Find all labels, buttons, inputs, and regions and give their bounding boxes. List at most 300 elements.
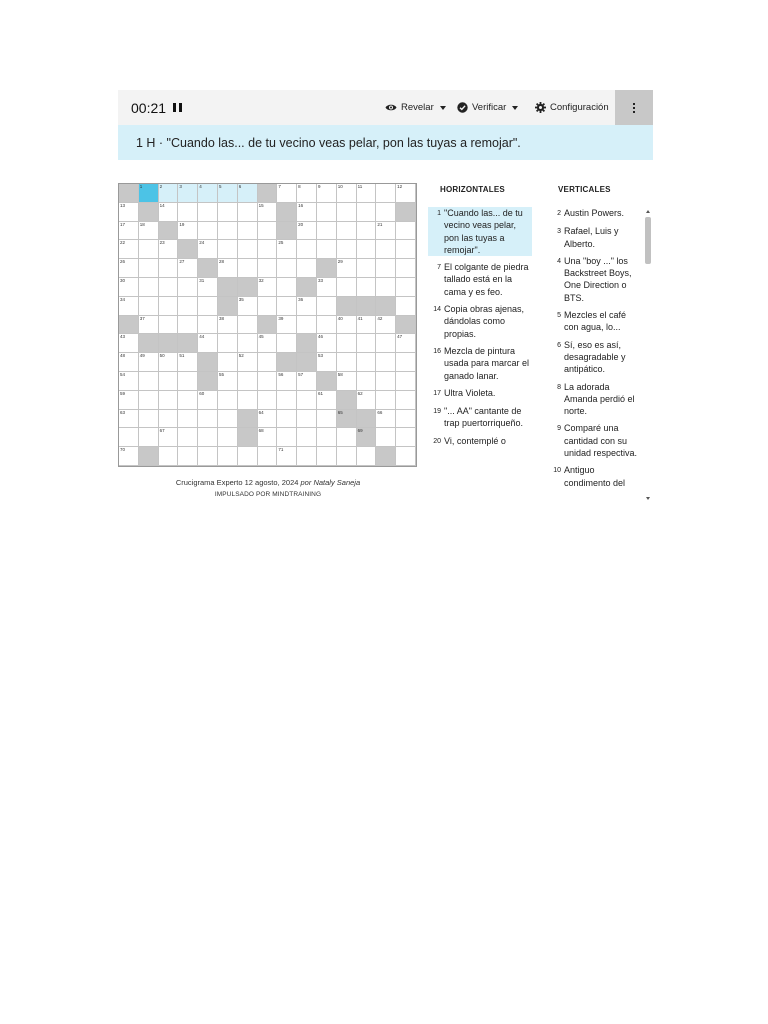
grid-cell[interactable] — [198, 334, 218, 353]
clue-text: Sí, eso es así, desagradable y antipático. — [564, 339, 626, 375]
grid-cell[interactable] — [357, 353, 377, 372]
grid-block — [139, 334, 159, 353]
grid-cell[interactable] — [119, 203, 139, 222]
grid-block — [396, 203, 416, 222]
grid-cell[interactable] — [376, 222, 396, 241]
grid-cell[interactable] — [376, 428, 396, 447]
grid-block — [159, 334, 179, 353]
across-clue-list[interactable] — [428, 207, 532, 503]
cell-number: 61 — [317, 390, 323, 396]
grid-cell[interactable] — [198, 222, 218, 241]
grid-cell[interactable] — [258, 222, 278, 241]
cell-number: 34 — [120, 296, 126, 302]
scroll-thumb[interactable] — [645, 217, 651, 264]
grid-cell[interactable] — [159, 316, 179, 335]
cell-number: 31 — [199, 277, 205, 283]
grid-cell[interactable] — [357, 240, 377, 259]
grid-cell[interactable] — [357, 259, 377, 278]
clue-number: 6 — [557, 341, 561, 349]
clue-text: El colgante de piedra tallado está en la cama y es feo. — [444, 262, 529, 297]
grid-cell[interactable] — [159, 353, 179, 372]
grid-cell[interactable] — [376, 391, 396, 410]
across-scrollbar[interactable] — [534, 207, 535, 503]
grid-cell[interactable] — [317, 203, 337, 222]
grid-cell[interactable] — [277, 372, 297, 391]
grid-cell[interactable] — [376, 203, 396, 222]
grid-cell[interactable] — [119, 353, 139, 372]
grid-cell[interactable] — [337, 353, 357, 372]
grid-cell[interactable] — [376, 372, 396, 391]
grid-cell[interactable] — [317, 447, 337, 466]
grid-cell[interactable] — [238, 353, 258, 372]
grid-cell[interactable] — [376, 278, 396, 297]
grid-cell[interactable] — [277, 297, 297, 316]
grid-cell[interactable] — [376, 184, 396, 203]
grid-block — [139, 203, 159, 222]
grid-cell[interactable] — [337, 222, 357, 241]
cell-number: 19 — [179, 221, 185, 227]
cell-number: 41 — [357, 315, 363, 321]
grid-cell[interactable] — [139, 297, 159, 316]
down-clue-item[interactable] — [548, 381, 643, 418]
clue-text: Antiguo condimento del — [564, 465, 626, 488]
down-clue-item[interactable] — [548, 464, 643, 489]
grid-cell[interactable] — [297, 410, 317, 429]
grid-cell[interactable] — [277, 316, 297, 335]
grid-cell[interactable] — [119, 259, 139, 278]
grid-cell[interactable] — [119, 240, 139, 259]
grid-cell[interactable] — [376, 353, 396, 372]
grid-cell[interactable] — [218, 184, 238, 203]
grid-block — [198, 353, 218, 372]
grid-cell[interactable] — [139, 278, 159, 297]
grid-cell[interactable] — [376, 334, 396, 353]
grid-cell[interactable] — [178, 222, 198, 241]
grid-cell[interactable] — [357, 203, 377, 222]
across-clue-item[interactable] — [428, 345, 532, 382]
grid-cell[interactable] — [357, 334, 377, 353]
across-clue-item[interactable] — [428, 387, 532, 400]
grid-cell[interactable] — [218, 316, 238, 335]
across-clue-item[interactable] — [428, 405, 532, 430]
grid-cell[interactable] — [277, 240, 297, 259]
grid-cell[interactable] — [218, 203, 238, 222]
cell-number: 43 — [120, 334, 126, 340]
grid-cell[interactable] — [119, 447, 139, 466]
grid-block — [317, 372, 337, 391]
grid-cell[interactable] — [238, 259, 258, 278]
verify-button[interactable] — [457, 90, 518, 125]
grid-cell[interactable] — [159, 184, 179, 203]
cell-number: 67 — [159, 428, 165, 434]
clue-number: 3 — [557, 228, 561, 236]
grid-cell[interactable] — [396, 428, 416, 447]
grid-cell[interactable] — [159, 240, 179, 259]
grid-cell[interactable] — [317, 222, 337, 241]
cell-number: 21 — [377, 221, 383, 227]
cell-number: 45 — [258, 334, 264, 340]
grid-cell[interactable] — [277, 278, 297, 297]
grid-cell[interactable] — [297, 372, 317, 391]
grid-cell[interactable] — [396, 184, 416, 203]
more-menu-button[interactable] — [615, 90, 653, 125]
grid-cell[interactable] — [178, 391, 198, 410]
clue-number: 14 — [433, 306, 441, 314]
grid-block — [297, 353, 317, 372]
cell-number: 68 — [258, 428, 264, 434]
grid-cell[interactable] — [139, 372, 159, 391]
grid-cell[interactable] — [159, 259, 179, 278]
grid-cell[interactable] — [218, 259, 238, 278]
grid-cell[interactable] — [357, 222, 377, 241]
grid-block — [277, 353, 297, 372]
grid-block — [357, 410, 377, 429]
grid-cell[interactable] — [337, 334, 357, 353]
grid-cell[interactable] — [297, 428, 317, 447]
cell-number: 40 — [337, 315, 343, 321]
grid-cell[interactable] — [297, 259, 317, 278]
grid-cell[interactable] — [238, 240, 258, 259]
down-clue-list[interactable] — [548, 207, 643, 503]
grid-cell[interactable] — [396, 372, 416, 391]
grid-cell[interactable] — [198, 410, 218, 429]
grid-cell[interactable] — [317, 334, 337, 353]
down-clue-item[interactable] — [548, 207, 643, 220]
across-clue-item[interactable] — [428, 435, 532, 448]
grid-cell[interactable] — [317, 410, 337, 429]
cell-number: 17 — [120, 221, 126, 227]
grid-cell[interactable] — [277, 447, 297, 466]
grid-cell[interactable] — [376, 240, 396, 259]
grid-cell[interactable] — [258, 297, 278, 316]
down-clue-item[interactable] — [548, 225, 643, 250]
grid-cell[interactable] — [277, 410, 297, 429]
grid-cell[interactable] — [297, 316, 317, 335]
clue-text: Mezcles el café con agua, lo... — [564, 310, 627, 333]
grid-cell[interactable] — [396, 297, 416, 316]
grid-cell[interactable] — [297, 297, 317, 316]
grid-cell[interactable] — [277, 391, 297, 410]
grid-cell[interactable] — [159, 428, 179, 447]
scroll-up-icon[interactable] — [646, 210, 650, 213]
grid-block — [218, 278, 238, 297]
grid-cell[interactable] — [337, 278, 357, 297]
grid-cell[interactable] — [218, 222, 238, 241]
cell-number: 7 — [278, 184, 281, 189]
grid-cell[interactable] — [218, 353, 238, 372]
cell-number: 58 — [337, 371, 343, 377]
grid-cell[interactable] — [337, 259, 357, 278]
grid-cell[interactable] — [198, 447, 218, 466]
cell-number: 70 — [120, 447, 126, 453]
cell-number: 13 — [120, 202, 126, 208]
grid-cell[interactable] — [178, 447, 198, 466]
grid-cell[interactable] — [139, 184, 159, 203]
grid-cell[interactable] — [119, 334, 139, 353]
grid-cell[interactable] — [357, 278, 377, 297]
scroll-down-icon[interactable] — [646, 497, 650, 500]
cell-number: 48 — [120, 353, 126, 359]
grid-cell[interactable] — [139, 410, 159, 429]
grid-cell[interactable] — [178, 278, 198, 297]
grid-cell[interactable] — [258, 428, 278, 447]
clue-number: 19 — [433, 408, 441, 416]
grid-cell[interactable] — [159, 391, 179, 410]
cell-number: 33 — [317, 277, 323, 283]
grid-cell[interactable] — [376, 410, 396, 429]
grid-cell[interactable] — [277, 428, 297, 447]
grid-cell[interactable] — [198, 391, 218, 410]
grid-cell[interactable] — [198, 184, 218, 203]
grid-cell[interactable] — [297, 184, 317, 203]
grid-cell[interactable] — [357, 316, 377, 335]
grid-cell[interactable] — [119, 391, 139, 410]
grid-cell[interactable] — [396, 410, 416, 429]
grid-cell[interactable] — [178, 184, 198, 203]
cell-number: 59 — [120, 390, 126, 396]
grid-cell[interactable] — [337, 184, 357, 203]
grid-cell[interactable] — [159, 372, 179, 391]
across-clue-item[interactable] — [428, 261, 532, 298]
grid-cell[interactable] — [396, 391, 416, 410]
grid-cell[interactable] — [139, 316, 159, 335]
grid-cell[interactable] — [258, 372, 278, 391]
grid-cell[interactable] — [198, 316, 218, 335]
vertical-dots-icon — [633, 102, 635, 114]
cell-number: 12 — [397, 184, 403, 189]
grid-block — [357, 297, 377, 316]
timer: 00:21 — [131, 100, 167, 116]
grid-cell[interactable] — [258, 334, 278, 353]
grid-cell[interactable] — [218, 391, 238, 410]
clue-text: La adorada Amanda perdió el norte. — [564, 381, 635, 417]
down-clue-item[interactable] — [548, 339, 643, 376]
powered-by: IMPULSADO POR MINDTRAINING — [214, 491, 322, 498]
grid-cell[interactable] — [139, 428, 159, 447]
grid-cell[interactable] — [376, 259, 396, 278]
down-title: VERTICALES — [558, 185, 611, 194]
grid-cell[interactable] — [258, 410, 278, 429]
grid-cell[interactable] — [178, 372, 198, 391]
grid-cell[interactable] — [396, 222, 416, 241]
cell-number: 1 — [139, 184, 143, 189]
grid-cell[interactable] — [218, 447, 238, 466]
grid-cell[interactable] — [396, 240, 416, 259]
cell-number: 71 — [278, 447, 284, 453]
grid-block — [337, 391, 357, 410]
grid-cell[interactable] — [238, 334, 258, 353]
cell-number: 62 — [357, 390, 363, 396]
grid-cell[interactable] — [198, 203, 218, 222]
grid-cell[interactable] — [317, 316, 337, 335]
grid-cell[interactable] — [139, 353, 159, 372]
grid-block — [277, 222, 297, 241]
down-clue-item[interactable] — [548, 422, 643, 459]
pause-icon[interactable] — [173, 103, 182, 112]
grid-cell[interactable] — [198, 240, 218, 259]
grid-cell[interactable] — [198, 428, 218, 447]
grid-cell[interactable] — [357, 447, 377, 466]
reveal-button[interactable] — [385, 90, 446, 125]
grid-cell[interactable] — [119, 297, 139, 316]
grid-cell[interactable] — [317, 353, 337, 372]
cell-number: 63 — [120, 409, 126, 415]
toolbar — [118, 90, 653, 125]
cell-number: 29 — [337, 259, 343, 265]
cell-number: 51 — [179, 353, 185, 359]
grid-cell[interactable] — [317, 240, 337, 259]
grid-cell[interactable] — [317, 278, 337, 297]
grid-block — [198, 259, 218, 278]
grid-block — [297, 334, 317, 353]
down-clue-item[interactable] — [548, 255, 643, 304]
grid-cell[interactable] — [297, 447, 317, 466]
grid-cell[interactable] — [396, 259, 416, 278]
grid-cell[interactable] — [139, 259, 159, 278]
grid-cell[interactable] — [119, 222, 139, 241]
grid-cell[interactable] — [317, 297, 337, 316]
cell-number: 66 — [377, 409, 383, 415]
grid-cell[interactable] — [357, 372, 377, 391]
grid-cell[interactable] — [159, 297, 179, 316]
grid-cell[interactable] — [258, 240, 278, 259]
grid-cell[interactable] — [297, 391, 317, 410]
grid-cell[interactable] — [258, 391, 278, 410]
grid-cell[interactable] — [178, 203, 198, 222]
cell-number: 10 — [337, 184, 343, 189]
grid-cell[interactable] — [317, 391, 337, 410]
grid-cell[interactable] — [238, 391, 258, 410]
grid-cell[interactable] — [119, 410, 139, 429]
grid-block — [337, 297, 357, 316]
clue-text: Rafael, Luis y Alberto. — [564, 226, 619, 249]
grid-cell[interactable] — [159, 203, 179, 222]
grid-block — [357, 428, 377, 447]
grid-cell[interactable] — [258, 447, 278, 466]
grid-cell[interactable] — [337, 372, 357, 391]
grid-cell[interactable] — [159, 410, 179, 429]
crossword-grid — [118, 183, 417, 467]
grid-block — [218, 297, 238, 316]
down-scrollbar[interactable] — [644, 207, 653, 503]
grid-cell[interactable] — [238, 184, 258, 203]
across-clues-panel — [428, 183, 535, 503]
grid-cell[interactable] — [357, 391, 377, 410]
gear-icon — [535, 102, 546, 113]
grid-cell[interactable] — [277, 334, 297, 353]
grid-cell[interactable] — [119, 428, 139, 447]
grid-cell[interactable] — [238, 316, 258, 335]
grid-cell[interactable] — [218, 428, 238, 447]
across-clue-item[interactable] — [428, 207, 532, 256]
grid-block — [396, 316, 416, 335]
grid-cell[interactable] — [178, 297, 198, 316]
grid-cell[interactable] — [337, 316, 357, 335]
grid-cell[interactable] — [178, 316, 198, 335]
grid-block — [297, 278, 317, 297]
grid-cell[interactable] — [396, 447, 416, 466]
grid-cell[interactable] — [119, 372, 139, 391]
down-clue-item[interactable] — [548, 309, 643, 334]
grid-cell[interactable] — [376, 316, 396, 335]
grid-cell[interactable] — [337, 203, 357, 222]
grid-cell[interactable] — [159, 447, 179, 466]
grid-cell[interactable] — [277, 259, 297, 278]
grid-cell[interactable] — [297, 240, 317, 259]
grid-cell[interactable] — [396, 353, 416, 372]
grid-cell[interactable] — [337, 240, 357, 259]
cell-number: 52 — [238, 353, 244, 359]
settings-button[interactable] — [535, 90, 609, 125]
grid-cell[interactable] — [218, 334, 238, 353]
grid-cell[interactable] — [178, 410, 198, 429]
clue-text: Copia obras ajenas, dándolas como propias. — [444, 304, 525, 339]
cell-number: 18 — [139, 221, 145, 227]
grid-cell[interactable] — [198, 297, 218, 316]
grid-cell[interactable] — [396, 334, 416, 353]
grid-cell[interactable] — [218, 240, 238, 259]
grid-cell[interactable] — [119, 278, 139, 297]
grid-cell[interactable] — [396, 278, 416, 297]
clue-text: Una "boy ..." los Backstreet Boys, One Direction o BTS. — [564, 255, 632, 303]
grid-cell[interactable] — [357, 184, 377, 203]
cell-number: 49 — [139, 353, 145, 359]
grid-block — [238, 410, 258, 429]
grid-block — [238, 428, 258, 447]
grid-cell[interactable] — [258, 278, 278, 297]
across-clue-item[interactable] — [428, 303, 532, 340]
grid-cell[interactable] — [297, 203, 317, 222]
grid-block — [376, 297, 396, 316]
grid-cell[interactable] — [139, 391, 159, 410]
grid-cell[interactable] — [297, 222, 317, 241]
grid-cell[interactable] — [218, 372, 238, 391]
grid-cell[interactable] — [139, 240, 159, 259]
clue-number: 16 — [433, 347, 441, 355]
grid-cell[interactable] — [159, 278, 179, 297]
grid-cell[interactable] — [238, 203, 258, 222]
grid-cell[interactable] — [178, 353, 198, 372]
grid-cell[interactable] — [178, 428, 198, 447]
cell-number: 8 — [298, 184, 301, 189]
cell-number: 47 — [397, 334, 403, 340]
cell-number: 6 — [238, 184, 242, 189]
clue-number: 5 — [557, 312, 561, 320]
settings-label: Configuración — [550, 102, 609, 113]
grid-cell[interactable] — [258, 353, 278, 372]
grid-cell[interactable] — [337, 447, 357, 466]
grid-cell[interactable] — [337, 428, 357, 447]
grid-cell[interactable] — [258, 203, 278, 222]
grid-cell[interactable] — [277, 184, 297, 203]
grid-cell[interactable] — [238, 447, 258, 466]
grid-cell[interactable] — [238, 222, 258, 241]
grid-cell[interactable] — [317, 184, 337, 203]
clue-number: 17 — [433, 389, 441, 397]
grid-cell[interactable] — [238, 372, 258, 391]
grid-cell[interactable] — [139, 222, 159, 241]
grid-cell[interactable] — [178, 259, 198, 278]
active-clue-bar — [118, 125, 653, 160]
grid-cell[interactable] — [238, 297, 258, 316]
grid-cell[interactable] — [218, 410, 238, 429]
grid-cell[interactable] — [317, 428, 337, 447]
cell-number: 54 — [120, 371, 126, 377]
cell-number: 4 — [199, 184, 202, 189]
grid-block — [119, 184, 139, 203]
grid-cell[interactable] — [198, 278, 218, 297]
grid-cell[interactable] — [258, 259, 278, 278]
